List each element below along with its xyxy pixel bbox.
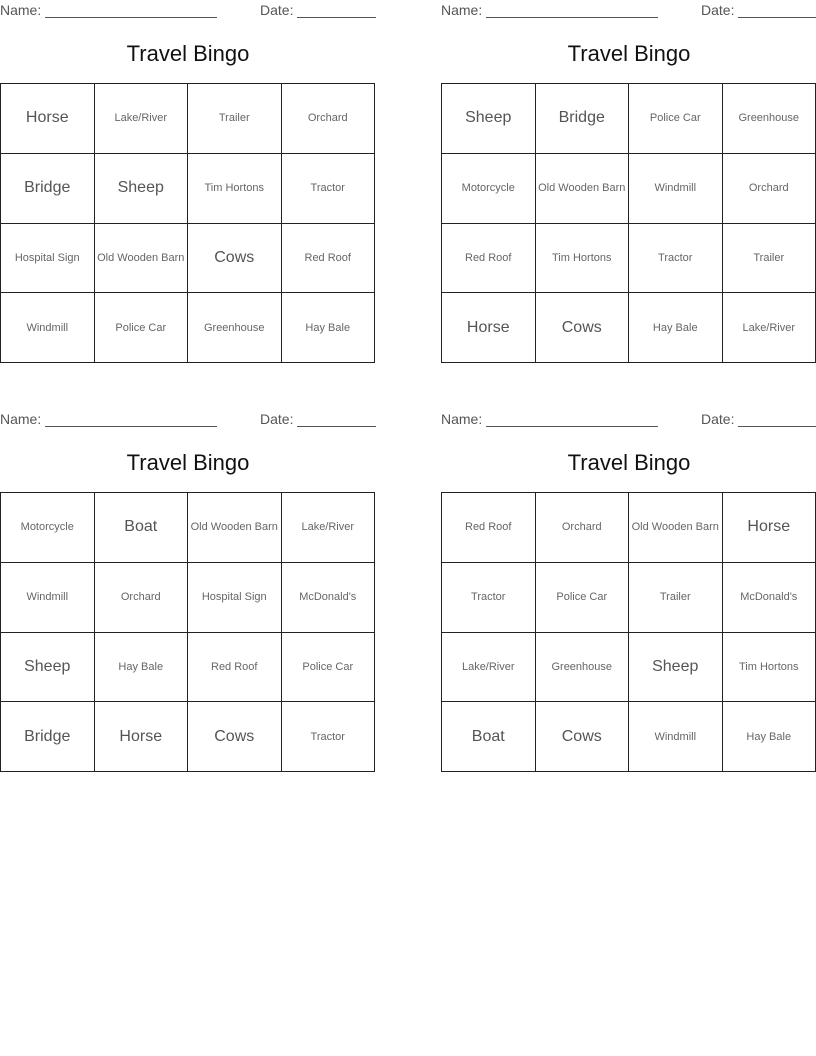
bingo-cell[interactable]: Police Car bbox=[95, 293, 189, 363]
bingo-grid bbox=[441, 492, 816, 772]
bingo-cell[interactable]: Red Roof bbox=[442, 224, 536, 294]
bingo-cell[interactable]: Horse bbox=[1, 84, 95, 154]
name-field[interactable] bbox=[45, 411, 217, 427]
bingo-cell[interactable]: Trailer bbox=[188, 84, 282, 154]
bingo-cell[interactable]: Hay Bale bbox=[282, 293, 376, 363]
date-field[interactable] bbox=[297, 2, 376, 18]
bingo-cell[interactable]: Orchard bbox=[536, 493, 630, 563]
date-label: Date: bbox=[260, 2, 294, 18]
bingo-cell[interactable]: Old Wooden Barn bbox=[629, 493, 723, 563]
bingo-cell[interactable]: Trailer bbox=[723, 224, 816, 294]
bingo-cell[interactable]: Hay Bale bbox=[95, 633, 189, 703]
header-fields bbox=[441, 2, 816, 20]
bingo-card-1 bbox=[0, 0, 376, 364]
bingo-cell[interactable]: Orchard bbox=[95, 563, 189, 633]
name-field[interactable] bbox=[486, 411, 658, 427]
bingo-cell[interactable]: Tractor bbox=[282, 702, 376, 772]
date-field[interactable] bbox=[297, 411, 376, 427]
bingo-grid bbox=[0, 492, 375, 772]
header-fields bbox=[0, 411, 376, 429]
card-title: Travel Bingo bbox=[126, 41, 250, 66]
card-title: Travel Bingo bbox=[567, 450, 691, 475]
bingo-cell[interactable]: Lake/River bbox=[282, 493, 376, 563]
bingo-cell[interactable]: Old Wooden Barn bbox=[536, 154, 630, 224]
bingo-cell[interactable]: Lake/River bbox=[95, 84, 189, 154]
bingo-cell[interactable]: Cows bbox=[536, 293, 630, 363]
bingo-card-2 bbox=[441, 0, 816, 364]
card-title: Travel Bingo bbox=[126, 450, 250, 475]
date-field[interactable] bbox=[738, 2, 816, 18]
bingo-cell[interactable]: Hospital Sign bbox=[188, 563, 282, 633]
bingo-cell[interactable]: Tractor bbox=[282, 154, 376, 224]
bingo-cell[interactable]: Greenhouse bbox=[188, 293, 282, 363]
bingo-cell[interactable]: Police Car bbox=[536, 563, 630, 633]
bingo-cell[interactable]: Orchard bbox=[282, 84, 376, 154]
bingo-cell[interactable]: Bridge bbox=[536, 84, 630, 154]
bingo-cell[interactable]: Tim Hortons bbox=[536, 224, 630, 294]
bingo-cell[interactable]: Bridge bbox=[1, 154, 95, 224]
bingo-cell[interactable]: Bridge bbox=[1, 702, 95, 772]
name-field[interactable] bbox=[486, 2, 658, 18]
bingo-cell[interactable]: Motorcycle bbox=[442, 154, 536, 224]
date-label: Date: bbox=[701, 2, 735, 18]
name-label: Name: bbox=[441, 2, 483, 18]
bingo-card-3 bbox=[0, 409, 376, 773]
bingo-cell[interactable]: Greenhouse bbox=[723, 84, 816, 154]
bingo-cell[interactable]: Red Roof bbox=[282, 224, 376, 294]
name-field[interactable] bbox=[45, 2, 217, 18]
date-label: Date: bbox=[260, 411, 294, 427]
bingo-cell[interactable]: Hospital Sign bbox=[1, 224, 95, 294]
bingo-cell[interactable]: Red Roof bbox=[442, 493, 536, 563]
bingo-cell[interactable]: Orchard bbox=[723, 154, 816, 224]
bingo-cell[interactable]: Lake/River bbox=[723, 293, 816, 363]
bingo-cell[interactable]: McDonald's bbox=[723, 563, 816, 633]
bingo-cell[interactable]: Windmill bbox=[1, 293, 95, 363]
card-title: Travel Bingo bbox=[567, 41, 691, 66]
bingo-cell[interactable]: Hay Bale bbox=[723, 702, 816, 772]
bingo-cell[interactable]: Greenhouse bbox=[536, 633, 630, 703]
header-fields bbox=[0, 2, 376, 20]
bingo-cell[interactable]: Sheep bbox=[442, 84, 536, 154]
header-fields bbox=[441, 411, 816, 429]
bingo-cell[interactable]: Windmill bbox=[629, 154, 723, 224]
bingo-cell[interactable]: Windmill bbox=[629, 702, 723, 772]
bingo-grid bbox=[0, 83, 375, 363]
name-label: Name: bbox=[0, 2, 42, 18]
bingo-cell[interactable]: Trailer bbox=[629, 563, 723, 633]
bingo-cell[interactable]: Windmill bbox=[1, 563, 95, 633]
name-label: Name: bbox=[0, 411, 42, 427]
bingo-cell[interactable]: Horse bbox=[442, 293, 536, 363]
bingo-cell[interactable]: Cows bbox=[188, 702, 282, 772]
bingo-cell[interactable]: Police Car bbox=[282, 633, 376, 703]
bingo-cell[interactable]: Tim Hortons bbox=[723, 633, 816, 703]
bingo-cell[interactable]: McDonald's bbox=[282, 563, 376, 633]
bingo-cell[interactable]: Boat bbox=[442, 702, 536, 772]
bingo-cell[interactable]: Cows bbox=[536, 702, 630, 772]
bingo-cell[interactable]: Old Wooden Barn bbox=[95, 224, 189, 294]
bingo-cell[interactable]: Lake/River bbox=[442, 633, 536, 703]
bingo-grid bbox=[441, 83, 816, 363]
bingo-cell[interactable]: Hay Bale bbox=[629, 293, 723, 363]
name-label: Name: bbox=[441, 411, 483, 427]
bingo-cell[interactable]: Red Roof bbox=[188, 633, 282, 703]
bingo-cell[interactable]: Old Wooden Barn bbox=[188, 493, 282, 563]
bingo-cell[interactable]: Horse bbox=[95, 702, 189, 772]
bingo-cell[interactable]: Boat bbox=[95, 493, 189, 563]
bingo-card-4 bbox=[441, 409, 816, 773]
bingo-cell[interactable]: Sheep bbox=[629, 633, 723, 703]
date-label: Date: bbox=[701, 411, 735, 427]
bingo-cell[interactable]: Tim Hortons bbox=[188, 154, 282, 224]
bingo-cell[interactable]: Sheep bbox=[1, 633, 95, 703]
bingo-cell[interactable]: Sheep bbox=[95, 154, 189, 224]
bingo-cell[interactable]: Motorcycle bbox=[1, 493, 95, 563]
date-field[interactable] bbox=[738, 411, 816, 427]
bingo-cell[interactable]: Tractor bbox=[442, 563, 536, 633]
bingo-cell[interactable]: Police Car bbox=[629, 84, 723, 154]
bingo-cell[interactable]: Horse bbox=[723, 493, 816, 563]
bingo-cell[interactable]: Cows bbox=[188, 224, 282, 294]
bingo-cell[interactable]: Tractor bbox=[629, 224, 723, 294]
